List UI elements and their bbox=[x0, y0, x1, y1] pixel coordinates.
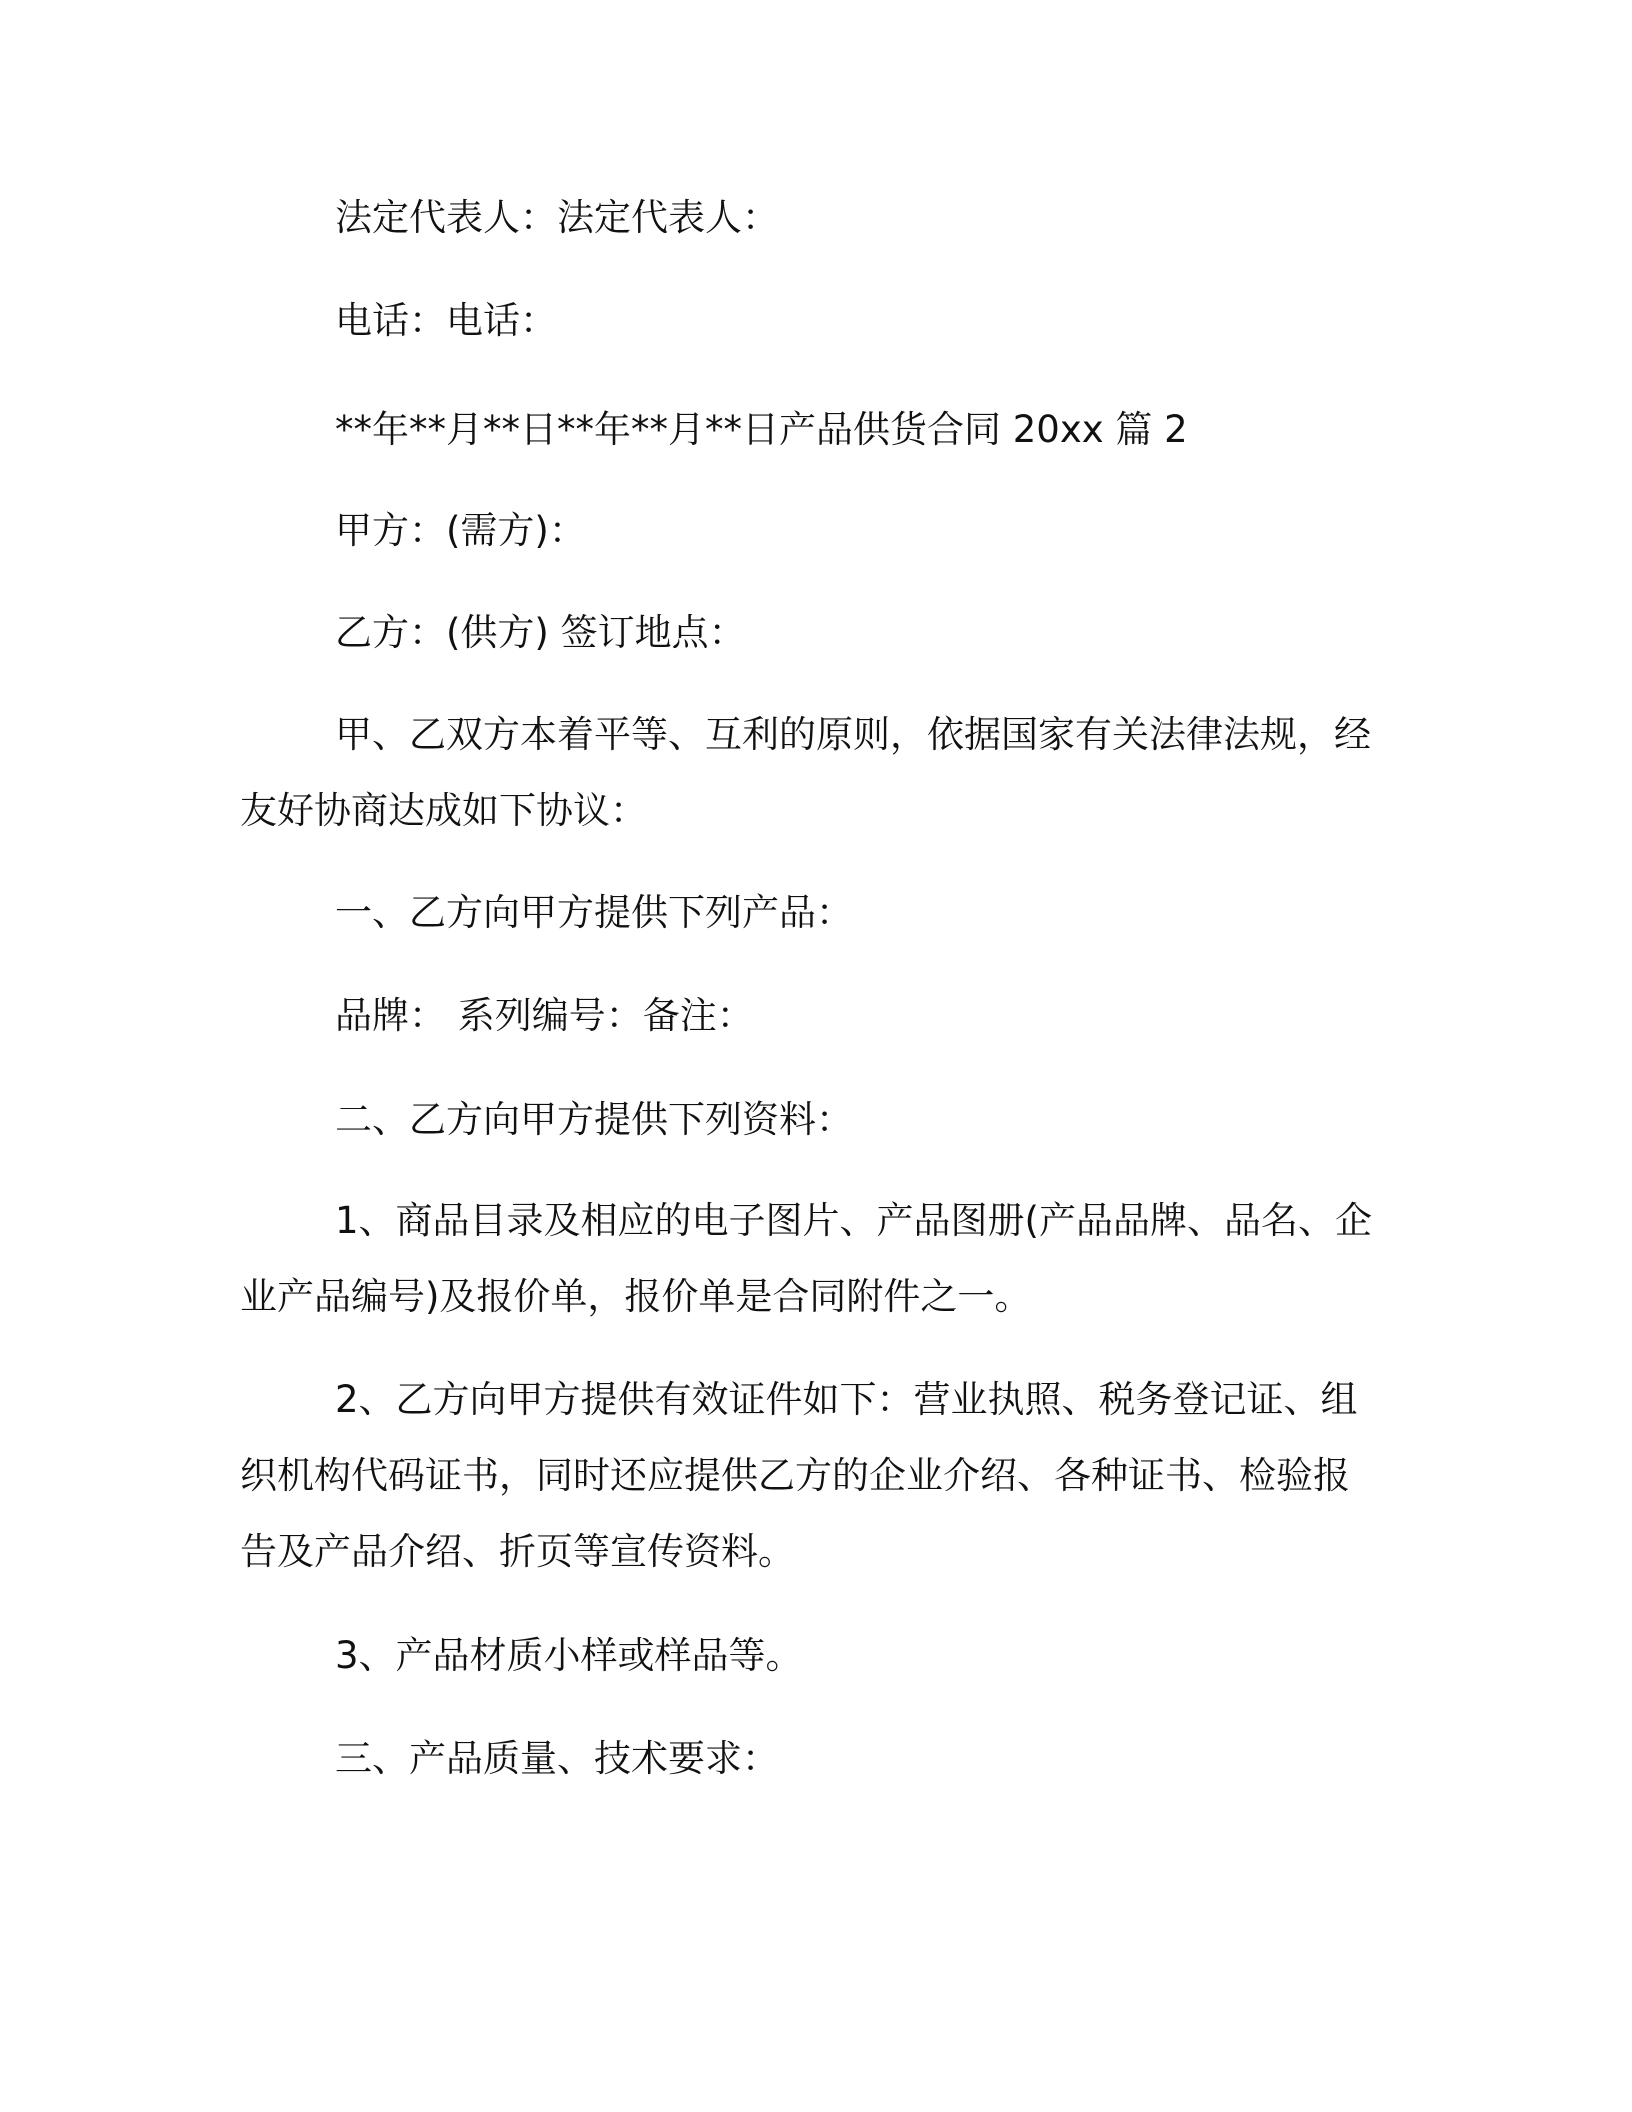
party-a-line: 甲方：(需方)： bbox=[335, 509, 586, 552]
section-one-heading: 一、乙方向甲方提供下列产品： bbox=[335, 891, 853, 934]
party-b-line: 乙方：(供方) 签订地点： bbox=[335, 611, 746, 654]
phone-line: 电话：电话： bbox=[335, 299, 557, 342]
section-two-heading: 二、乙方向甲方提供下列资料： bbox=[335, 1098, 853, 1141]
item-three-line: 3、产品材质小样或样品等。 bbox=[335, 1634, 803, 1677]
legal-representative-line: 法定代表人：法定代表人： bbox=[335, 196, 779, 239]
item-one-paragraph: 1、商品目录及相应的电子图片、产品图册(产品品牌、品名、企业产品编号)及报价单，报价单是合同附件之一。 bbox=[240, 1199, 1372, 1318]
item-two-paragraph: 2、乙方向甲方提供有效证件如下：营业执照、税务登记证、组织机构代码证书，同时还应提供乙方的企业介绍、各种证书、检验报告及产品介绍、折页等宣传资料。 bbox=[240, 1378, 1358, 1573]
section-three-heading: 三、产品质量、技术要求： bbox=[335, 1737, 779, 1780]
agreement-intro-paragraph: 甲、乙双方本着平等、互利的原则，依据国家有关法律法规，经友好协商达成如下协议： bbox=[240, 713, 1371, 832]
brand-series-note-line: 品牌： 系列编号：备注： bbox=[335, 994, 754, 1037]
date-and-title-line: **年**月**日**年**月**日产品供货合同 20xx 篇 2 bbox=[335, 408, 1188, 451]
